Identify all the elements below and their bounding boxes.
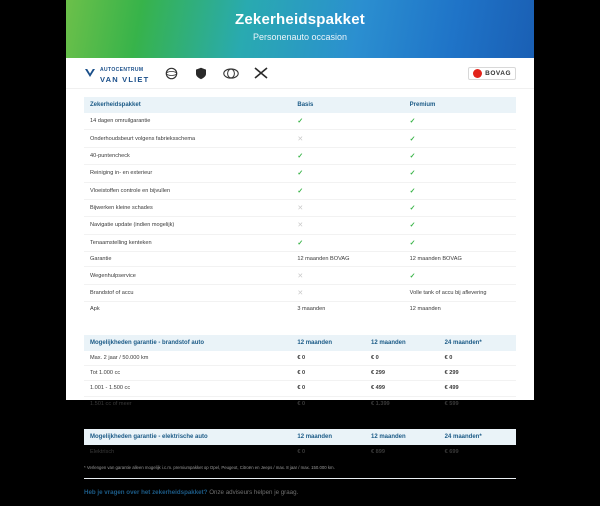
basis-cell (291, 130, 403, 147)
table-row (84, 381, 516, 396)
footnote: * Verlengen van garantie alleen mogelijk i.c.m. premiumpakket op Opel, Peugeot, Citroën en Jeeps / max. 8 jaar / max. 150.000 km. (84, 465, 335, 471)
feature-label: Onderhoudsbeurt volgens fabrieksschema (84, 130, 291, 147)
basis-cell (291, 147, 403, 164)
logo-autocentrum-van-vliet (84, 63, 149, 83)
page-title: Zekerheidspakket (235, 11, 365, 28)
premium-cell (404, 252, 516, 267)
package-comparison-table (84, 97, 516, 317)
check-icon: ✓ (409, 205, 416, 213)
col-header-feature: Zekerheidspakket (84, 97, 291, 113)
col-header-t3-c2: 12 maanden (365, 429, 439, 445)
price-cell-3: € 699 (444, 449, 459, 456)
premium-cell (404, 147, 516, 164)
feature-label: Brandstof of accu (84, 284, 291, 301)
cell-value: Volle tank of accu bij aflevering (409, 289, 487, 296)
row-label: Tot 1.000 cc (84, 365, 291, 380)
cell-value: 12 maanden BOVAG (409, 256, 462, 263)
price-cell-1: € 0 (297, 449, 306, 456)
basis-cell (291, 284, 403, 301)
basis-cell (291, 217, 403, 234)
price-cell-3: € 499 (439, 381, 516, 396)
table-row (84, 445, 516, 459)
premium-cell (404, 267, 516, 284)
check-icon: ✓ (297, 239, 304, 247)
table-row (84, 182, 516, 199)
table-header-row (84, 429, 516, 445)
table-row (84, 130, 516, 147)
warranty-electric-table (84, 429, 516, 459)
table-row (84, 365, 516, 380)
col-header-t3-c3: 24 maanden* (439, 429, 516, 445)
table-row (84, 396, 516, 411)
premium-cell (404, 199, 516, 216)
table-row (84, 147, 516, 164)
col-header-warranty-fuel: Mogelijkheden garantie - brandstof auto (84, 335, 291, 351)
hero-banner (66, 0, 534, 58)
col-header-basis: Basis (291, 97, 403, 113)
brochure-sheet (66, 0, 534, 496)
check-icon: ✓ (297, 187, 304, 195)
row-label: 1.501 cc of meer (90, 400, 132, 407)
row-label: Max. 2 jaar / 50.000 km (84, 351, 291, 366)
col-header-premium: Premium (404, 97, 516, 113)
feature-label: 14 dagen omruilgarantie (84, 113, 291, 130)
row-label: 1.001 - 1.500 cc (84, 381, 291, 396)
table-row (84, 234, 516, 251)
basis-cell (291, 302, 403, 317)
col-header-t3-c1: 12 maanden (291, 429, 365, 445)
check-icon: ✓ (409, 170, 416, 178)
feature-label: Apk (90, 306, 100, 313)
warranty-fuel-table (84, 335, 516, 412)
check-icon: ✓ (297, 170, 304, 178)
feature-label: Bijwerken kleine schades (84, 199, 291, 216)
cross-icon: ✕ (297, 272, 304, 280)
check-icon: ✓ (409, 118, 416, 126)
price-cell-3: € 0 (439, 351, 516, 366)
cell-value: 12 maanden (409, 306, 441, 313)
cell-value: 3 maanden (297, 306, 326, 313)
table-row (84, 351, 516, 366)
table-row (84, 284, 516, 301)
table-row (84, 165, 516, 182)
feature-label: Navigatie update (indien mogelijk) (84, 217, 291, 234)
col-header-t2-c3: 24 maanden* (439, 335, 516, 351)
feature-label: Garantie (84, 252, 291, 267)
cross-icon: ✕ (297, 135, 304, 143)
basis-cell (291, 113, 403, 130)
feature-label: Vloeistoffen controle en bijvullen (84, 182, 291, 199)
check-icon: ✓ (409, 135, 416, 143)
price-cell-3: € 299 (439, 365, 516, 380)
cta-text (66, 479, 534, 506)
price-cell-1: € 0 (291, 381, 365, 396)
price-cell-2: € 899 (371, 449, 385, 456)
check-icon: ✓ (297, 118, 304, 126)
price-cell-1: € 0 (297, 400, 306, 407)
cross-icon: ✕ (297, 222, 304, 230)
bovag-label: BOVAG (485, 69, 511, 77)
table-row (84, 199, 516, 216)
premium-cell (404, 165, 516, 182)
brand-ring-icon (163, 65, 179, 81)
brand-cross-icon (253, 65, 269, 81)
basis-cell (291, 182, 403, 199)
table-row (84, 302, 516, 317)
feature-label: 40-puntencheck (84, 147, 291, 164)
table-row (84, 217, 516, 234)
col-header-t2-c1: 12 maanden (291, 335, 365, 351)
basis-cell (291, 267, 403, 284)
table-header-row (84, 97, 516, 113)
basis-cell (291, 234, 403, 251)
feature-label: Wegenhulpservice (84, 267, 291, 284)
premium-cell (404, 113, 516, 130)
check-icon: ✓ (409, 239, 416, 247)
price-cell-2: € 0 (365, 351, 439, 366)
cell-value: 12 maanden BOVAG (297, 256, 350, 263)
cross-icon: ✕ (297, 289, 304, 297)
table-row (84, 267, 516, 284)
price-cell-2: € 499 (365, 381, 439, 396)
brand-oval-icon (223, 65, 239, 81)
price-cell-2: € 299 (365, 365, 439, 380)
premium-cell (404, 182, 516, 199)
col-header-warranty-electric: Mogelijkheden garantie - elektrische auto (84, 429, 291, 445)
basis-cell (291, 165, 403, 182)
tables-container (66, 97, 534, 459)
cross-icon: ✕ (297, 205, 304, 213)
logo-bar (66, 58, 534, 89)
table-header-row (84, 335, 516, 351)
feature-label: Reiniging in- en exterieur (84, 165, 291, 182)
basis-cell (291, 199, 403, 216)
price-cell-3: € 599 (444, 400, 459, 407)
cta-answer: Onze adviseurs helpen je graag. (207, 488, 299, 496)
cta-question: Heb je vragen over het zekerheidspakket? (84, 488, 208, 496)
logo-line-1: AUTOCENTRUM (100, 67, 144, 73)
page-subtitle: Personenauto occasion (252, 32, 348, 42)
row-label: Elektrisch (90, 449, 115, 456)
price-cell-1: € 0 (291, 365, 365, 380)
check-icon: ✓ (409, 152, 416, 160)
price-cell-2: € 1.399 (371, 400, 390, 407)
bovag-logo (468, 67, 516, 80)
premium-cell (404, 284, 516, 301)
premium-cell (404, 217, 516, 234)
col-header-t2-c2: 12 maanden (365, 335, 439, 351)
check-icon: ✓ (297, 152, 304, 160)
bovag-mark-icon (473, 69, 482, 78)
check-icon: ✓ (409, 187, 416, 195)
price-cell-1: € 0 (291, 351, 365, 366)
check-icon: ✓ (409, 272, 416, 280)
check-icon: ✓ (409, 222, 416, 230)
table-row (84, 113, 516, 130)
feature-label: Tenaamstelling kenteken (84, 234, 291, 251)
table-row (84, 252, 516, 267)
premium-cell (404, 234, 516, 251)
basis-cell (291, 252, 403, 267)
premium-cell (404, 130, 516, 147)
premium-cell (404, 302, 516, 317)
chevron-logo-icon (84, 67, 96, 79)
brand-shield-icon (193, 65, 209, 81)
logo-line-2: VAN VLIET (100, 75, 150, 84)
